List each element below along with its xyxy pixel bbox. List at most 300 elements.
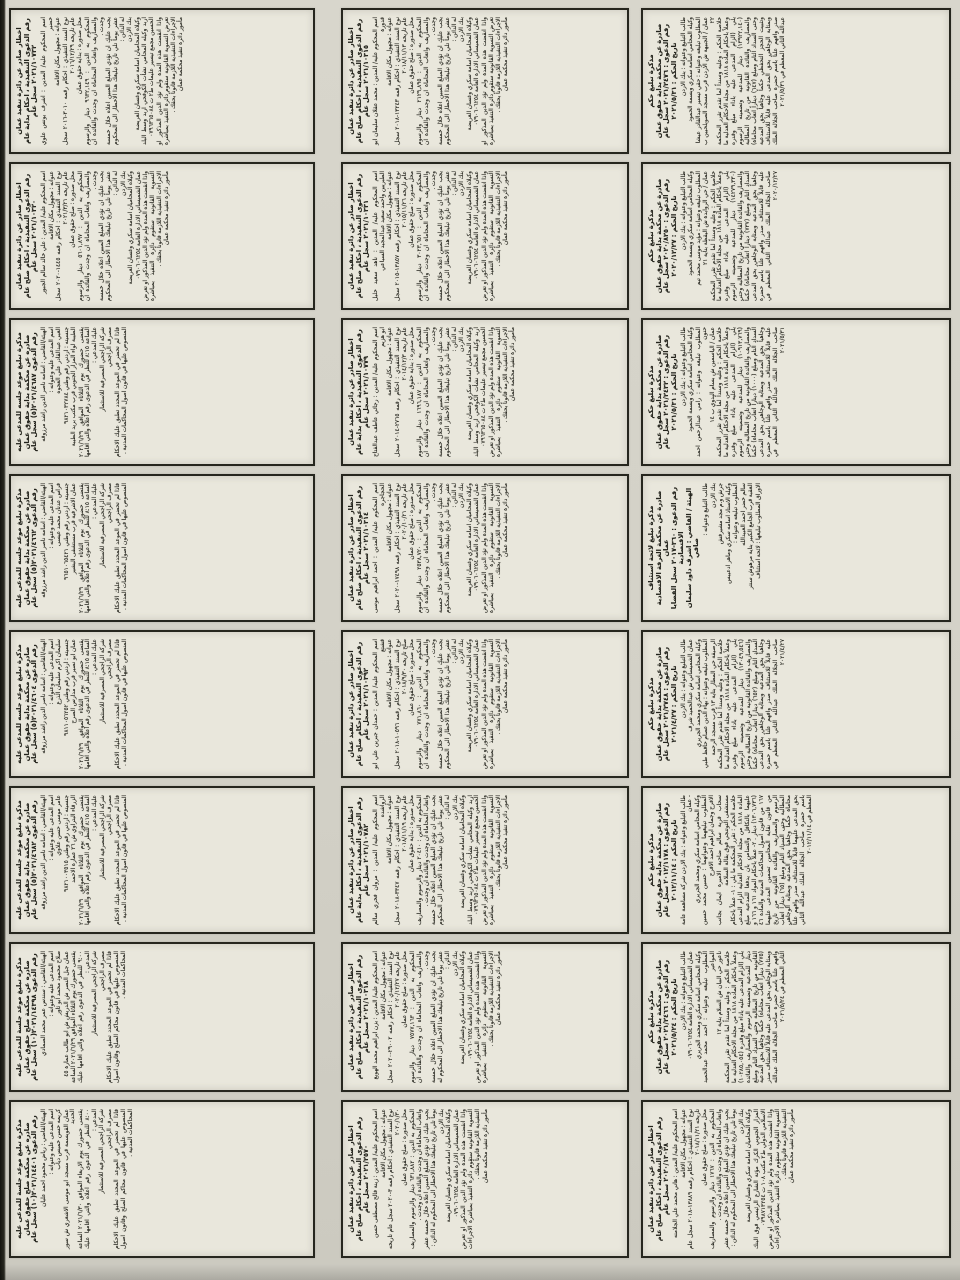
- notice-header-line: ٢٠٢١/١٠٣١٤ سجل عام: [362, 511, 370, 585]
- notice-header-line: رقم الدعوى ٢٠٢١/٤٦٨٧(٥) سجل عام: [30, 332, 38, 452]
- notice-paragraph: وكيلاه المحاميان اسامة سكري وغسان العريضة: [466, 483, 473, 597]
- notice-header-line: رقم الدعوى ٢٠٢١/١٤٤٠١(١٠) سجل عام: [30, 1115, 38, 1243]
- notice-paragraph: شركة الراجحي المصرفية للاستثمار: [92, 951, 99, 1036]
- notice-paragraph: عنوانه : مجهول مكان الاقامة: [387, 639, 394, 708]
- notice-paragraph: فاذا لم تحضر في الموعد المحدد تطبق عليك الاحكام المنصوص عليها في قانون اصول المحاكمات المدنية .: [114, 327, 128, 457]
- notice-paragraph: واذا انقضت هذه المدة ولم تؤد الدين المذكور او تعرض التسوية القانونية ستقوم دائرة التنفيذ بمباشرة الاجراءات التنفيذية اللازمة قانوناً بحقك .: [475, 951, 495, 1083]
- notice-paragraph: محل صدوره : صلح حقوق عمان: [70, 171, 77, 248]
- notice-header-line: اخطار صادر عن دائرة تنفيذ عمان: [347, 963, 355, 1071]
- notice-paragraph: يقتضى حضورك يوم الثلاثاء الموافق ٢٠٢١/٦/٢٩ الساعة ٨:١٥ للنظر في الدعوى رقم اعلاه والتي اقامها عليك المدعي :: [78, 327, 99, 457]
- notice-header-line: مذكرة تبليغ حكم: [647, 365, 655, 419]
- notice-paragraph: مصرف الراجحي: [107, 327, 114, 367]
- notice-paragraph: المطلوب تبليغه وعنوانه : مؤيد موسى محمد تيم: [695, 171, 702, 286]
- notice-header-line: رقم الدعوى التنفيذية ، احكام صلح عام: [22, 173, 31, 299]
- notice-paragraph: المحكوم به الدين : ٥٦٠١,٨٩٧ دينار والرسوم والمصاريف واتعاب المحاماة ان وجدت والفائدة ان وجدت .: [77, 171, 98, 301]
- notice-header-line: صادرة عن محكمة بداية حقوق عمان: [654, 178, 663, 294]
- notice-content: [11, 1102, 313, 1256]
- notice-paragraph: الهيئة/القاضي : اسامه ناصر الدين راشد مرزوقه: [41, 639, 47, 754]
- notice-card: [341, 162, 629, 310]
- notice-paragraph: اسم المحكوم عليه/ المدين : علي خالد سالم الجبور: [41, 171, 47, 294]
- notice-paragraph: واذا انقضت هذه المدة ولم تؤد الدين المذكور او تعرض التسوية القانونية ستقوم دائرة التنفيذ بمباشرة الاجراءات التنفيذية اللازمة قانوناً بحقك .: [461, 1109, 482, 1249]
- notice-paragraph: عمان القويسمة قرب مسجد ابو موسى الاشعري ش سور الحديد: [63, 1109, 77, 1249]
- notice-content: [11, 320, 313, 464]
- notice-header-line: اخطار صادر عن دائرة تنفيذ عمان: [347, 806, 355, 914]
- notice-body: [373, 483, 510, 613]
- notice-header-line: صادرة عن محكمة بداية حقوق عمان: [654, 23, 663, 139]
- notice-paragraph: الهيئة/القاضي : رياض محمود احمد عليان: [41, 1109, 47, 1207]
- notice-paragraph: المحكوم به الدين : ٧٥٧٧,١٦٣ دينار والرسوم والمصاريف واتعاب المحاماة ان وجدت والفائدة ان وجدت .: [409, 951, 430, 1083]
- notice-paragraph: خلاصة الحكم : وعليه وسنداً لما تقدم تقرر المحكمة وعملاً باحكام المادة ١٨١٨ من مجلة الاحكام العدلية ما يلي (الزام المدعى عليه باداء مبلغ وقدره (١٣٩٢٢,١٤٠) دينار للمدعية وتضمينه الرسوم والمصاريف والفائدة القانونية من تاريخ المطالبة وحتى السداد التام ومبلغ (٦٤٧) ديناراً اتعاب محاماة) وتثبيت الحجز التحفظي حكماً وجاهياً بحق المدعية وبمثابة الوجاهي بحق المدعى عليه قابلاً للاستئناف صدر وافهم علناً باسم حضرة صاحب الجلالة الملك عبدالله الثاني المعظم في ٢٠٢١/٥/٣١: [717, 17, 786, 145]
- notice-paragraph: يجب عليك ان تؤدي المبلغ المبين اعلاه خلال خمسة عشر يوماً تلي تاريخ تبليغك هذا الاخطار الى المحكوم له الدائن :: [106, 17, 126, 145]
- notice-header-line: اخطار صادر عن دائرة تنفيذ عمان: [347, 27, 355, 135]
- notice-header-line: مذكرة تبليغ موعد جلسه للمدعى عليه: [15, 800, 23, 920]
- notice-paragraph: نوع السند التنفيذي : احكام رقمه ١٣٨٥٧-٢٠١٥ سجل عام تاريخه ٢٠١٥/١١/٢٦: [394, 170, 408, 301]
- notice-paragraph: المحكوم به الدين : ٧٧١,٨٦٠ دينار والرسوم والمصاريف واتعاب المحاماة ان وجدت والفائدة ان وجدت .: [416, 639, 437, 769]
- notice-card: [641, 474, 951, 622]
- notice-paragraph: يجب عليك ان تؤدي المبلغ المبين اعلاه خلال خمسة عشر يوماً تلي تاريخ تبليغك هذا الاخطار الى المحكوم له الدائن :: [431, 795, 452, 925]
- notice-paragraph: المحكوم به الدين : ١٦٩٦,١٨٧ دينار والرسوم والمصاريف واتعاب المحاماة ان وجدت والفائدة ان وجدت .: [416, 327, 437, 457]
- notice-paragraph: طالب التبليغ وعنوانه : بنك الاردن: [680, 951, 687, 1031]
- notice-header-line: الهيئة / القاضي : اشرف داود سليمان صافي: [684, 487, 700, 609]
- notice-header: [348, 17, 371, 145]
- notice-paragraph: العقبة قرب الجامع الكبير بناية مرهوش سنتر: [748, 483, 754, 590]
- notice-header-line: مذكرة تبليغ موعد جلسه للمدعى عليه: [15, 488, 23, 608]
- notice-header-line: صادرة عن محكمة بداية حقوق عمان: [654, 802, 663, 918]
- notice-header-line: اخطار صادر عن دائرة تنفيذ عمان: [347, 182, 355, 290]
- notice-paragraph: الزرقاء البتراوي ش ٢٦ عمارة الاحمد: [71, 795, 77, 883]
- notice-body: [373, 171, 510, 301]
- notice-paragraph: مصرف الراجحي: [106, 1109, 113, 1149]
- notice-paragraph: عمان الاشرفية قرب مستشفى البشير: [71, 483, 77, 575]
- notice-paragraph: وكيلاه المحاميان اسامة سكري وغسان العريضة: [466, 171, 473, 285]
- notice-paragraph: خلاصة الحكم : تقرر المحكمة ما يلي : ١- عملاً باحكام المادة ١٨١٨ من مجلة الاحكام العدلية الزام المدعى عليهما بالتكافل والتضامن بان يدفعا للمدعية مبلغ (١٣٠٦,٧٣٦) دينار . ٢- عملاً باحكام المواد ١٦١ و ١٦٦ و ١٦٧ من قانون اصول المحاكمات المدنية والمادة ٤٦ من قانون نقابة المحامين تضمين المدعى عليهما الرسوم والمصاريف والفائدة القانونية من تاريخ المطالبة وحتى السداد التام ومبلغ (٦٥) ديناراً اتعاب محاماة حكماً وجاهياً بحق المدعية وبمثابة الوجاهي بحق المدعى عليهما قابلاً للاستئناف صدر وافهم علناً باسم حضرة صاحب الجلالة الملك عبدالله الثاني المعظم في ٢٠١٢/١١/١٤: [731, 795, 814, 925]
- notice-header-line: اخطار صادر عن دائرة تنفيذ عمان: [347, 1125, 355, 1233]
- notice-header-line: مذكرة تبليغ موعد جلسة للمدعى عليه: [15, 957, 23, 1077]
- notice-paragraph: اربد وكيله المحامي نشأت الكوفحي اربد وسط البلد الحسين مجمع تيسير عليمات ط٢ ت ٠٧٩٦٣٦٥٠٨٤: [474, 327, 488, 457]
- notice-paragraph: مأمور دائرة تنفيذ محكمة عمان: [510, 327, 517, 402]
- notice-paragraph: يجب عليك ان تؤدي المبلغ المبين اعلاه خلال خمسة عشر يوماً تلي تاريخ تبليغك هذا الاخطار الى المحكوم له الدائن :: [438, 17, 458, 145]
- notice-paragraph: شركة الراجحي المصرفية للاستثمار: [99, 327, 106, 412]
- notice-header-line: رقم الدعوى التنفيذية ، احكام بداية عام: [354, 329, 363, 455]
- notice-header-line: اخطار صادر عن دائرة تنفيذ عمان: [647, 1125, 655, 1233]
- notice-paragraph: نوع السند التنفيذي : احكام رقمه ١٣٨٨٩-٢٠١٨ سجل عام تاريخه ٢٠١٨/١١/٢١: [688, 1109, 701, 1249]
- notice-paragraph: اسم المحكوم عليه/ المدين : اشرف يونس علوي خضير: [41, 17, 54, 145]
- notice-paragraph: المحكوم به الدين : ١٧٦٧ دينار والرسوم والمصاريف واتعاب المحاماة ان وجدت والفائدة ان وجدت .: [709, 1109, 723, 1249]
- notice-header-line: اخطار صادر عن دائرة تنفيذ عمان: [15, 182, 23, 290]
- notice-paragraph: محل صدوره : بداية حقوق عمان: [409, 795, 416, 873]
- notice-paragraph: ناعور حي البيان ش السلام بناية ١٢: [717, 951, 724, 1035]
- notice-header-line: مذكرة تبليغ حكم: [647, 677, 655, 731]
- notice-paragraph: عنوانه : مجهول مكان الاقامة: [387, 483, 394, 552]
- notice-paragraph: وكيلاه المحاميان اسامة سكري وغسان العريضة: [746, 1109, 753, 1223]
- notice-body: [373, 17, 510, 145]
- notice-paragraph: يقتضى حضورك يوم الثلاثاء الموافق ٢٠٢١/٦/٢٩ الساعة ٨:١٥ للنظر في الدعوى رقم اعلاه والتي اقامها عليك المدعي :: [78, 795, 99, 925]
- notice-content: [343, 1102, 627, 1256]
- notice-header: [648, 639, 678, 769]
- notice-paragraph: الهيئة/القاضي : سندس عمر محمد الصمادي: [41, 951, 47, 1056]
- notice-paragraph: مأمور دائرة تنفيذ محكمة عمان: [482, 1109, 489, 1184]
- notice-header: [348, 639, 371, 769]
- notice-paragraph: طالب التبليغ وعنوانه : بنك الاردن شركة مساهمة عامة - عمان: [680, 795, 694, 925]
- notice-paragraph: طالب التبليغ وعنوانه :: [703, 483, 709, 536]
- notice-paragraph: جنسيته : اردني رقم وطني ٩٨١١٠٥٦٢٥٢: [63, 639, 70, 736]
- notice-paragraph: الطيبة لواء المزار الجنوبي قرب مكتب بريد الطيبة: [71, 327, 77, 447]
- notice-content: [11, 632, 313, 776]
- notice-paragraph: يقتضى حضورك يوم الثلاثاء الموافق ٢٠٢١/٦/٢٩ الساعة ٨:١٥ للنظر في الدعوى رقم اعلاه والتي اقامها عليك المدعي :: [78, 483, 99, 613]
- notice-paragraph: عمان الشميساني ش عبدالحميد شرف: [688, 639, 694, 732]
- notice-paragraph: يقتضى حضورك يوم الاربعاء الموافق ٢٠٢١/٦/٣٠ الساعة ٨:٠٠ للنظر في الدعوى رقم اعلاه والتي اقامها عليك المدعي :: [77, 1108, 98, 1249]
- notice-paragraph: عمان الشميساني الادارة العامة ٠٧٩٠٦٠٦٢٥٤: [467, 951, 474, 1060]
- notice-paragraph: واذا انقضت هذه المدة ولم تؤد الدين المذكور او تعرض التسوية القانونية ستقوم دائرة التنفيذ بمباشرة الاجراءات التنفيذية اللازمة قانوناً بحقك .: [481, 639, 502, 769]
- notice-header-line: ٢٠٢١/١٠٧٣٢ سجل عام: [30, 44, 38, 118]
- notice-header-line: اخطار صادر عن دائرة تنفيذ عمان: [347, 650, 355, 758]
- notice-header: [348, 951, 371, 1083]
- notice-content: [643, 320, 949, 464]
- notice-paragraph: اسم المحكوم عليه/ المدين : يزن ابراهيم محمد الهويع: [373, 951, 379, 1080]
- notice-paragraph: المحكوم به الدين : ٣٠٢٣,٦٥١ دينار والرسوم والمصاريف واتعاب المحاماة ان وجدت والفائدة ان وجدت .: [416, 171, 437, 301]
- notice-paragraph: يجب عليك ان تؤدي المبلغ المبين اعلاه خلال خمسة عشر يوماً تلي تاريخ تبليغك هذا الاخطار الى المحكوم له الدائن :: [424, 1109, 438, 1249]
- notice-paragraph: محل صدوره : بداية حقوق عمان: [77, 17, 84, 95]
- notice-paragraph: اسم المدعى عليه وعنوانه :: [48, 483, 55, 549]
- notice-content: [11, 944, 313, 1090]
- notice-paragraph: عمان ابو نصير قرب مدارس الصرح: [71, 639, 77, 724]
- notice-card: [341, 942, 629, 1092]
- notice-header: [16, 639, 39, 769]
- notice-paragraph: خلاصة الحكم : وعليه وسنداً لما تقدم تقرر المحكمة وعملاً باحكام المادة ١٨١٨ من مجلة الاحكام العدلية ما يلي (الزام المدعى عليه باداء مبلغ وقدره (١٤٢٧٩,٣٣٠) دينار للمدعية وتضمينه الرسوم والمصاريف والفائدة القانونية من تاريخ المطالبة وحتى السداد التام ومبلغ (٧٣٧) ديناراً اتعاب محاماة) حكماً وجاهياً بحق المدعية وبمثابة الوجاهي بحق المدعى عليه قابلاً للاستئناف صدر وافهم علناً باسم حضرة صاحب الجلالة الملك عبدالله الثاني المعظم في ٢٠٢٠/١٢/٢٧: [710, 171, 779, 301]
- notice-header-line: رقم الدعوى التنفيذية ، احكام صلح عام: [354, 18, 363, 144]
- notice-paragraph: اسم المحكوم عليه/ المدين : احمد ابراهيم موسى الحجاجره: [373, 483, 386, 613]
- notice-paragraph: نوع السند التنفيذي : احكام رقمه ٣٠١٠-٢٠١٦ سجل عام تاريخه ٢٠١٦/١٢/٢٩: [62, 17, 76, 145]
- notice-paragraph: صلاح محمود محمد ابو ثاور: [56, 951, 62, 1015]
- notice-header: [348, 795, 371, 925]
- notice-paragraph: يقتضى حضورك يوم الثلاثاء الموافق ٢٠٢١/٦/٢٩ الساعة ٩:٠٠ للنظر في الدعوى رقم اعلاه والتي اقامها عليك المدعي :: [71, 951, 91, 1083]
- notice-paragraph: عنوانه : مجهول مكان الاقامة: [48, 171, 55, 240]
- notice-header-line: تاريخ الحكم : ٢٠٢١/٥/٣١: [669, 42, 678, 120]
- notice-paragraph: يجب عليك ان تؤدي المبلغ المبين اعلاه خلال خمسة عشر يوماً تلي تاريخ تبليغك هذا الاخطار الى المحكوم له الدائن :: [724, 1109, 738, 1249]
- notice-paragraph: نوع السند التنفيذي : احكام رقمه ١٧٤٩٨-٢٠٢٠ سجل عام تاريخه ٢٠٢٠/١٠/٢١: [394, 482, 408, 613]
- notice-paragraph: وكيله المحامي اسامة سكري ومحمد الجريري: [695, 639, 702, 748]
- notice-paragraph: مأمور دائرة تنفيذ محكمة عمان: [496, 951, 503, 1026]
- notice-paragraph: اسم المحكوم عليه/ المدين : زينة فالح مصطفى حسن: [373, 1109, 379, 1238]
- notice-body: [681, 795, 815, 925]
- notice-paragraph: واذا انقضت هذه المدة ولم تؤد الدين المذكور او تعرض التسوية القانونية ستقوم دائرة التنفيذ بمباشرة الاجراءات التنفيذية اللازمة قانوناً بحقك .: [143, 171, 163, 301]
- notice-content: [643, 944, 949, 1090]
- notice-header-line: ٢٠٢١/١٠٧٧٩ سجل عام: [362, 355, 370, 429]
- notice-paragraph: يجب عليك ان تؤدي المبلغ المبين اعلاه خلال خمسة عشر يوماً تلي تاريخ تبليغك هذا الاخطار الى المحكوم له الدائن :: [99, 171, 120, 301]
- notice-header: [16, 951, 39, 1083]
- notice-paragraph: مأمور دائرة تنفيذ محكمة عمان: [164, 171, 171, 246]
- notice-header: [16, 171, 39, 301]
- notice-paragraph: الرصيفة حي المطار بناية ١٣ قرب مسجد الرحمة: [710, 639, 717, 756]
- notice-header-line: مذكرة تبليغ حكم: [647, 54, 655, 108]
- notices-grid: [9, 8, 951, 1258]
- notice-header: [648, 795, 678, 925]
- notice-header-line: صادره عن محكمة صلح حقوق عمان: [22, 960, 31, 1074]
- notice-paragraph: عمان الشميساني الادارة العامة ٠٧٩٠٦٠٦٢٥٤: [688, 951, 694, 1060]
- notice-header-line: مذكرة تبليغ حكم: [647, 990, 655, 1044]
- notice-paragraph: محل صدوره : صلح حقوق عمان: [409, 483, 416, 560]
- notice-paragraph: واذا انقضت هذه المدة ولم تؤد الدين المذكور او تعرض التسوية القانونية ستقوم دائرة التنفيذ بمباشرة الاجراءات التنفيذية اللازمة قانوناً بحقك .: [481, 17, 502, 145]
- notice-header-line: رقم الدعوى : ٢٠٢١/٢٤٦٦ سجل عام: [662, 959, 670, 1075]
- notice-paragraph: نوع السند التنفيذي : احكام رقمه ٢٧٦٥-٢٠١٤ سجل عام تاريخه ٢٠١٤/١٢/٣: [394, 326, 408, 457]
- notice-card: [641, 1100, 951, 1258]
- notice-paragraph: الاوراق المطلوب تبليغها : لائحة استئناف: [755, 483, 762, 579]
- notice-paragraph: بنك الاردن: [452, 951, 459, 976]
- notice-paragraph: وكيله المحامي اسامة سكري وبسمة الحمود: [688, 171, 694, 276]
- notice-paragraph: وكيلاه المحاميان اسامة سكري وغسان العريضة: [466, 17, 473, 131]
- notice-body: [41, 327, 129, 457]
- notice-paragraph: جنسيته : اردني رقم وطني ٩٦٥١٠٦٥٤٢١: [63, 483, 70, 580]
- notice-content: [643, 476, 949, 620]
- notice-card: [641, 8, 951, 154]
- notice-paragraph: شركة الراجحي المصرفية للاستثمار: [99, 795, 106, 880]
- notice-paragraph: فاذا لم تحضر في الموعد المحدد تطبق عليك الاحكام المنصوص عليها في قانون محاكم الصلح وقانون اصول المحاكمات المدنية .: [107, 951, 128, 1083]
- notice-content: [343, 10, 627, 152]
- notice-card: [341, 318, 629, 466]
- notice-paragraph: المحكوم به الدين : ٢٠٤١٠ دينار والرسوم والمصاريف واتعاب المحاماة ان وجدت والفائدة ان وجدت .: [416, 795, 430, 925]
- notice-header-line: رقم الدعوى : ٢٠١٢/١١٧٨ سجل عام: [662, 802, 670, 918]
- notice-paragraph: محل صدوره : بداية حقوق عمان: [409, 327, 416, 405]
- notice-card: [341, 474, 629, 622]
- notice-paragraph: مصرف الراجحي: [107, 795, 114, 835]
- notice-header-line: ٢٠٢١/٢٥٧٠ سجل عام: [362, 1144, 370, 1214]
- notice-paragraph: نوع السند التنفيذي : احكام رقمه ١٠٥٩٦-٢٠١٨ سجل صلح تاريخه ٢٠١٨/٩/٣٠: [394, 638, 408, 769]
- notice-card: [641, 162, 951, 310]
- notice-paragraph: اسم المحكوم عليه/ المدين : هاني محمد علي الجلامنه: [673, 1109, 679, 1238]
- notice-paragraph: مأمور دائرة تنفيذ محكمة عمان: [503, 17, 510, 92]
- notice-header-line: تاريخ الحكم : ٢٠٢٠/١٢/٢٧: [669, 195, 678, 277]
- scan-left-edge: [0, 0, 6, 1280]
- notice-paragraph: يجب عليك ان تؤدي المبلغ المبين اعلاه خلال خمسة عشر يوماً تلي تاريخ تبليغك هذا الاخطار الى المحكوم له الدائن :: [438, 483, 458, 613]
- notice-paragraph: وكيلاه المحاميان اسامة سكري وغسان العريضة: [460, 795, 467, 909]
- notice-paragraph: شركة الراجحي المصرفية للاستثمار: [99, 1109, 106, 1194]
- notice-header-line: تاريخ الحكم : ٢٠١٢/١١/١٤: [669, 819, 678, 901]
- notice-paragraph: بنك الاردن: [127, 17, 134, 42]
- notice-header: [348, 327, 371, 457]
- notice-header: [648, 951, 678, 1083]
- notice-paragraph: عنوانه : مجهول مكان الاقامة: [680, 1109, 687, 1178]
- notice-card: [641, 318, 951, 466]
- notice-paragraph: محل صدوره : صلح حقوق عمان: [402, 1109, 409, 1186]
- notice-paragraph: شركة الراجحي المصرفية للاستثمار: [99, 483, 106, 568]
- notice-paragraph: خلاصة الحكم : وعليه وسنداً لما تقدم تقرر المحكمة وعملاً باحكام المادة ١٨١٨ من مجلة الاحكام العدلية ما يلي (الزام المدعى عليه باداء مبلغ وقدره (١٠٩١٣,٧٦٩) دينار للمدعية وتضمينه الرسوم والمصاريف والفائدة القانونية من تاريخ المطالبة وحتى السداد التام ومبلغ (١٠٠٠) ديناراً اتعاب محاماة) حكماً وجاهياً بحق المدعية وبمثابة الوجاهي بحق المدعى عليه قابلاً للاستئناف صدر وافهم علناً باسم حضرة صاحب الجلالة الملك عبدالله الثاني المعظم في ٢٠٢١/٥/٣١: [717, 327, 786, 457]
- notice-paragraph: مأمور دائرة تنفيذ محكمة عمان: [178, 17, 185, 92]
- notice-paragraph: اسم المحكوم عليه/ المدين : مروان فخري سالم الرواشده: [373, 795, 386, 925]
- notice-paragraph: واذا انقضت هذه المدة ولم تؤد الدين المذكور او تعرض التسوية القانونية ستقوم دائرة التنفيذ بمباشرة الاجراءات التنفيذية اللازمة قانوناً بحقك .: [156, 17, 177, 145]
- notice-header-line: صادرة عن محكمة بداية حقوق عمان: [654, 959, 663, 1075]
- notice-body: [681, 327, 787, 457]
- notice-paragraph: يجب عليك ان تؤدي المبلغ المبين اعلاه خلال خمسة عشر يوماً تلي تاريخ تبليغك هذا الاخطار الى المحكوم له الدائن :: [438, 171, 458, 301]
- notice-paragraph: العبي عبدالقادر علي العجوه: [56, 327, 62, 394]
- notice-body: [373, 327, 517, 457]
- notice-header-line: ٢٠٢١/١٠٣٣١ سجل عام: [362, 199, 370, 273]
- notice-body: [41, 483, 129, 613]
- notice-paragraph: مصرف الراجحي: [99, 951, 106, 991]
- notice-paragraph: بنك الاردن: [120, 171, 127, 196]
- notice-paragraph: المحكوم به الدين : ٩٦٣٢,١٤٩ دينار والرسوم والمصاريف واتعاب المحاماة ان وجدت والفائدة ان وجدت .: [84, 17, 105, 145]
- notice-header-line: صادره عن محكمة صلح حقوق عمان: [22, 1122, 31, 1236]
- notice-header-line: مذكرة تبليغ حكم: [647, 833, 655, 887]
- notice-card: [341, 1100, 629, 1258]
- notice-header-line: تاريخ الحكم : ٢٠٢١/٥/٣١: [669, 353, 678, 431]
- notice-header-line: رقم الدعوى : ٢٠٢٠/٨٢٥٠ سجل عام: [662, 178, 670, 294]
- notice-paragraph: عمان الشميساني الادارة العامة ٠٧٩٠٦٠٦٢٥٤: [453, 1109, 460, 1218]
- notice-header-line: ٢٠٢١/١٠٣١٥ سجل عام: [362, 44, 370, 118]
- notice-header-line: صادره عن محكمة بداية حقوق عمان: [22, 646, 31, 762]
- notice-card: [641, 630, 951, 778]
- notice-paragraph: يجب عليك ان تؤدي المبلغ المبين اعلاه خلال خمسة عشر يوماً تلي تاريخ تبليغك هذا الاخطار الى المحكوم له الدائن :: [438, 327, 458, 457]
- notice-card: [9, 8, 315, 154]
- notice-header-line: رقم الدعوى : ٢٠٢١/٢٧٤٨ سجل عام: [662, 646, 670, 762]
- notice-header-line: مذكرة تبليغ حكم: [647, 209, 655, 263]
- notice-paragraph: عمان الشميساني الادارة العامة ٠٧٩٠٦٠٦٢٥٤: [135, 171, 142, 280]
- notice-paragraph: اسم المدعى عليه وعنوانه :: [48, 327, 55, 393]
- notice-paragraph: وكيلاه المحاميان اسامة سكري وغسان العريضة: [134, 17, 141, 131]
- notice-header-line: تاريخ الحكم : ٢٠٢١/٤/٢٧: [669, 665, 678, 743]
- notice-paragraph: عنوانه : مجهول مكان الاقامة: [55, 17, 62, 86]
- notice-paragraph: بنك الاردن: [452, 795, 459, 820]
- notice-paragraph: عمان الشميساني الادارة العامة ٠٧٩٠٦٠٦٢٥٤: [474, 483, 481, 592]
- notice-paragraph: محل صدوره : صلح حقوق عمان: [409, 17, 416, 94]
- notice-card: [9, 786, 315, 934]
- notice-paragraph: خلاصة الحكم : وعليه وسنداً لما تقدم تقرر المحكمة وعملاً باحكام المادة ١٨١٨ من مجلة الاحكام العدلية ما يلي (الزام المدعى عليه باداء مبلغ وقدره (١٠٢٨٥,٠٥٤) دينار للمدعية وتضمينه الرسوم والمصاريف والفائدة القانونية من تاريخ المطالبة وحتى السداد التام ومبلغ (٧٧٥) ديناراً اتعاب محاماة) حكماً وجاهياً بحق المدعية وبمثابة الوجاهي بحق المدعى عليه قابلاً للاستئناف صدر وافهم علناً باسم حضرة صاحب الجلالة الملك عبدالله الثاني المعظم في ٢٠٢١/٥/٢٤: [724, 951, 787, 1083]
- notice-header: [348, 483, 371, 613]
- notice-header: [16, 1109, 39, 1249]
- notice-content: [11, 10, 313, 152]
- notice-paragraph: عنوانه : مجهول مكان الاقامة: [380, 1109, 387, 1178]
- notice-paragraph: المطلوب تبليغه وعنوانه : بهاء الدين عصام حافظ طبي: [703, 639, 709, 769]
- notice-paragraph: عنوانه : مجهول مكان الاقامة: [387, 17, 394, 86]
- notice-paragraph: المطلوب تبليغه وعنوانه : احمد محمد عبدالحميد المواعير: [703, 951, 716, 1083]
- notice-header: [16, 327, 39, 457]
- notice-content: [343, 944, 627, 1090]
- notice-header-line: رقم الدعوى ٢٠٢١/١٤٣٩٨(١٠) سجل عام: [30, 953, 38, 1081]
- notice-paragraph: فاذا لم تحضر في الموعد المحدد تطبق عليك الاحكام المنصوص عليها في قانون اصول المحاكمات المدنية .: [114, 795, 128, 925]
- notice-header-line: مذكرة تبليغ موعد جلسه للمدعى عليه: [15, 644, 23, 764]
- notice-paragraph: سحاب قرية سالم ضاحية الاميرة ايمان بجانب مستشفى التوتنجي فوق بقالة السلامة: [716, 795, 730, 925]
- notice-header-line: رقم الدعوى التنفيذية ، احكام صلح عام: [354, 954, 363, 1080]
- notice-paragraph: المطلوب تبليغه وعنوانه :: [733, 483, 739, 543]
- notice-paragraph: بنك الاردن: [738, 1109, 745, 1134]
- notice-paragraph: بنك الاردن: [459, 17, 466, 42]
- notice-header-line: رقم الدعوى التنفيذية ، احكام صلح عام: [654, 1116, 663, 1242]
- notice-paragraph: عمان / حي الروابدة ش اليقظة بناية ٢١: [703, 171, 709, 265]
- notice-paragraph: واذا انقضت هذه المدة ولم تؤد الدين المذكور او تعرض التسوية القانونية ستقوم دائرة التنفيذ بمباشرة الاجراءات التنفيذية اللازمة قانوناً بحقك .: [768, 1109, 788, 1249]
- notice-paragraph: الهيئة/القاضي : اسامه ناصر الدين راشد مرزوقه: [41, 795, 47, 910]
- notice-paragraph: وكيلاه المحاميان اسامة سكري وغسان العريضة: [466, 639, 473, 753]
- notice-header: [648, 327, 678, 457]
- notice-paragraph: نوع السند التنفيذي : احكام رقمه ٢٩٠٠٢-٢٠٢٠ سجل عام تاريخه ٢٠٢٠/١٢/٢٧: [388, 951, 401, 1083]
- notice-paragraph: عنوانه : مجهول مكان الاقامة: [387, 795, 394, 864]
- notice-paragraph: وكيلاه المحاميان اسامة سكري وغسان العريضة: [460, 951, 467, 1065]
- notice-content: [643, 1102, 949, 1256]
- notice-paragraph: اربد وكيله المحامي نشأت الكوفحي اربد وسط البلد الحسين مجمع تيسير عليمات ط٢ ت ٠٧٩٦٣٦٥٠٨٤: [467, 795, 481, 925]
- notice-body: [673, 1109, 796, 1249]
- notice-header-line: ٢٠٢٠/١٣٠٢٨ سجل عام: [662, 1142, 670, 1216]
- notice-paragraph: جنسيته : اردني رقم وطني ٩٨٢١٠٣٢٧٨٤: [63, 327, 70, 424]
- notice-header-line: مذكرة تبليغ لائحة استئناف: [647, 505, 655, 591]
- notice-content: [643, 788, 949, 932]
- notice-header: [348, 171, 371, 301]
- notice-paragraph: فاذا لم تحضر في الموعد المحدد تطبق عليك الاحكام المنصوص عليها في قانون محاكم الصلح وقانون اصول المحاكمات المدنية .: [114, 1109, 135, 1249]
- notice-card: [341, 8, 629, 154]
- notice-header-line: رقم الدعوى التنفيذية ، احكام صلح عام: [354, 1116, 363, 1242]
- notice-paragraph: بنك الاردن: [459, 483, 466, 508]
- notice-card: [9, 474, 315, 622]
- notice-paragraph: الهيئة/القاضي : اسامه ناصر الدين راشد مرزوقه: [41, 483, 47, 598]
- notice-paragraph: المحكوم به الدين : ٢١٢٩,٨٩٥ دينار والرسوم والمصاريف واتعاب المحاماة ان وجدت والفائدة ان وجدت .: [416, 17, 437, 145]
- notice-header-line: رقم الدعوى التنفيذية ، احكام صلح عام: [354, 485, 363, 611]
- notice-header: [648, 171, 678, 301]
- notice-paragraph: اسم المحكوم عليه/ المدين : محمد عقلان سليمان ابو قدورة: [373, 17, 386, 145]
- notice-paragraph: اسم المدعى عليه وعنوانه :: [48, 951, 55, 1017]
- notice-paragraph: اسم المدعى عليه وعنوانه :: [48, 795, 55, 861]
- notice-paragraph: واذا انقضت هذه المدة ولم تؤد الدين المذكور او تعرض التسوية القانونية ستقوم دائرة التنفيذ بمباشرة الاجراءات التنفيذية اللازمة قانوناً بحقك .: [481, 483, 502, 613]
- notice-header-line: ٢٠٢١/١٠٣٩٢ سجل عام: [362, 667, 370, 741]
- notice-paragraph: وكيله المحامي اسامة سكري وبسمة الحمود: [688, 17, 694, 122]
- notice-content: [11, 788, 313, 932]
- notice-header-line: صادره عن محكمة بداية حقوق عمان: [22, 490, 31, 606]
- notice-header-line: تاريخ الحكم : ٢٠٢١/٥/٢٤: [669, 978, 678, 1056]
- notice-content: [343, 320, 627, 464]
- notice-header-line: رقم الدعوى التنفيذية ، احكام صلح عام: [354, 641, 363, 767]
- notice-paragraph: عمان الشميساني الادارة العامة ٠٧٩٠٦٠٦٢٥٤: [474, 639, 481, 748]
- notice-card: [341, 786, 629, 934]
- notice-paragraph: وكيله الاستاذ اسامه سكري وماهر ادعيبس: [725, 483, 732, 584]
- notice-paragraph: عنوانه : مجهول مكان الاقامة: [387, 171, 394, 240]
- notice-paragraph: فاذا لم تحضر في الموعد المحدد تطبق عليك الاحكام المنصوص عليها في قانون اصول المحاكمات المدنية .: [114, 639, 128, 769]
- notice-header-line: رقم الدعوى التنفيذية ، احكام بداية عام: [22, 18, 31, 144]
- notice-header-line: صادرة عن محكمة الغرفة الاقتصادية عمان: [654, 490, 670, 606]
- scan-bottom-shadow: [0, 1264, 960, 1280]
- notice-card: [9, 630, 315, 778]
- notice-paragraph: بنك الاردن: [459, 327, 466, 352]
- notice-card: [9, 1100, 315, 1258]
- notice-content: [643, 10, 949, 152]
- notice-header-line: رقم الدعوى ٢٠٢١/٤٦٨٢(٥) سجل عام: [30, 800, 38, 920]
- notice-paragraph: اسم المحكوم عليه/ المدين : ناهد سعيد خليل الطبريين واحمد سعيد عبدالمجيد السباعي: [373, 171, 386, 301]
- notice-content: [11, 164, 313, 308]
- notice-paragraph: المحكوم به الدين : ٦٣١,٨٨٢ دينار والرسوم والمصاريف واتعاب المحاماة ان وجدت والفائدة ان وجدت .: [409, 1109, 423, 1249]
- notice-paragraph: جنسيته : اردني رقم وطني ٩٨٢١٠٠٣٥١٥: [63, 795, 70, 892]
- notice-paragraph: مأمور دائرة تنفيذ محكمة عمان: [503, 171, 510, 246]
- notice-header-line: رقم الدعوى : ٣٦٠-٢٠١٧ سجل القضايا الاقتصادية: [669, 486, 685, 610]
- notice-card: [9, 162, 315, 310]
- notice-paragraph: نوع السند التنفيذي : احكام رقمه ١٤٤٥-٢٠٢٠ سجل عام تاريخه ٢٠٢١/٣/٢١: [56, 170, 69, 301]
- notice-content: [343, 476, 627, 620]
- notice-header-line: ٢٠٢١/١٠٣٢٠ سجل عام: [30, 199, 38, 273]
- notice-paragraph: مصرف الراجحي: [107, 639, 114, 679]
- notice-header: [648, 17, 678, 145]
- notice-paragraph: المحكوم به الدين : ٢٥٣٨,٧٢٠ دينار والرسوم والمصاريف واتعاب المحاماة ان وجدت والفائدة ان وجدت .: [416, 483, 437, 613]
- notice-paragraph: شركة الراجحي المصرفية للاستثمار: [99, 639, 106, 724]
- notice-paragraph: محل صدوره : صلح حقوق عمان: [409, 171, 416, 248]
- notice-paragraph: عنوانه : مجهول مكان الاقامة: [380, 951, 387, 1020]
- notice-header: [648, 483, 701, 613]
- notice-paragraph: عمان جبل النصر ش الدريش ش ابو طالب عمارة ٤٥: [63, 951, 70, 1077]
- notice-paragraph: بنك الاردن: [438, 1109, 445, 1134]
- notice-paragraph: فراس عدنان محمد عيسى: [56, 483, 62, 547]
- notice-header: [648, 1109, 671, 1249]
- notice-header-line: صادرة عن محكمة بداية حقوق عمان: [654, 334, 663, 450]
- notice-paragraph: المطلوب تبليغه وعنوانه : رامي عبدالرحمن احمد حنون: [695, 327, 709, 457]
- notice-paragraph: محل صدوره : صلح حقوق عمان: [409, 639, 416, 716]
- notice-header-line: رقم الدعوى التنفيذية ، احكام بداية عام: [354, 797, 363, 923]
- notice-body: [41, 171, 171, 301]
- notice-paragraph: طالب التبليغ وعنوانه : بنك الاردن: [680, 171, 687, 251]
- notice-body: [41, 639, 129, 769]
- notice-paragraph: مأمور دائرة تنفيذ محكمة عمان: [789, 1109, 796, 1184]
